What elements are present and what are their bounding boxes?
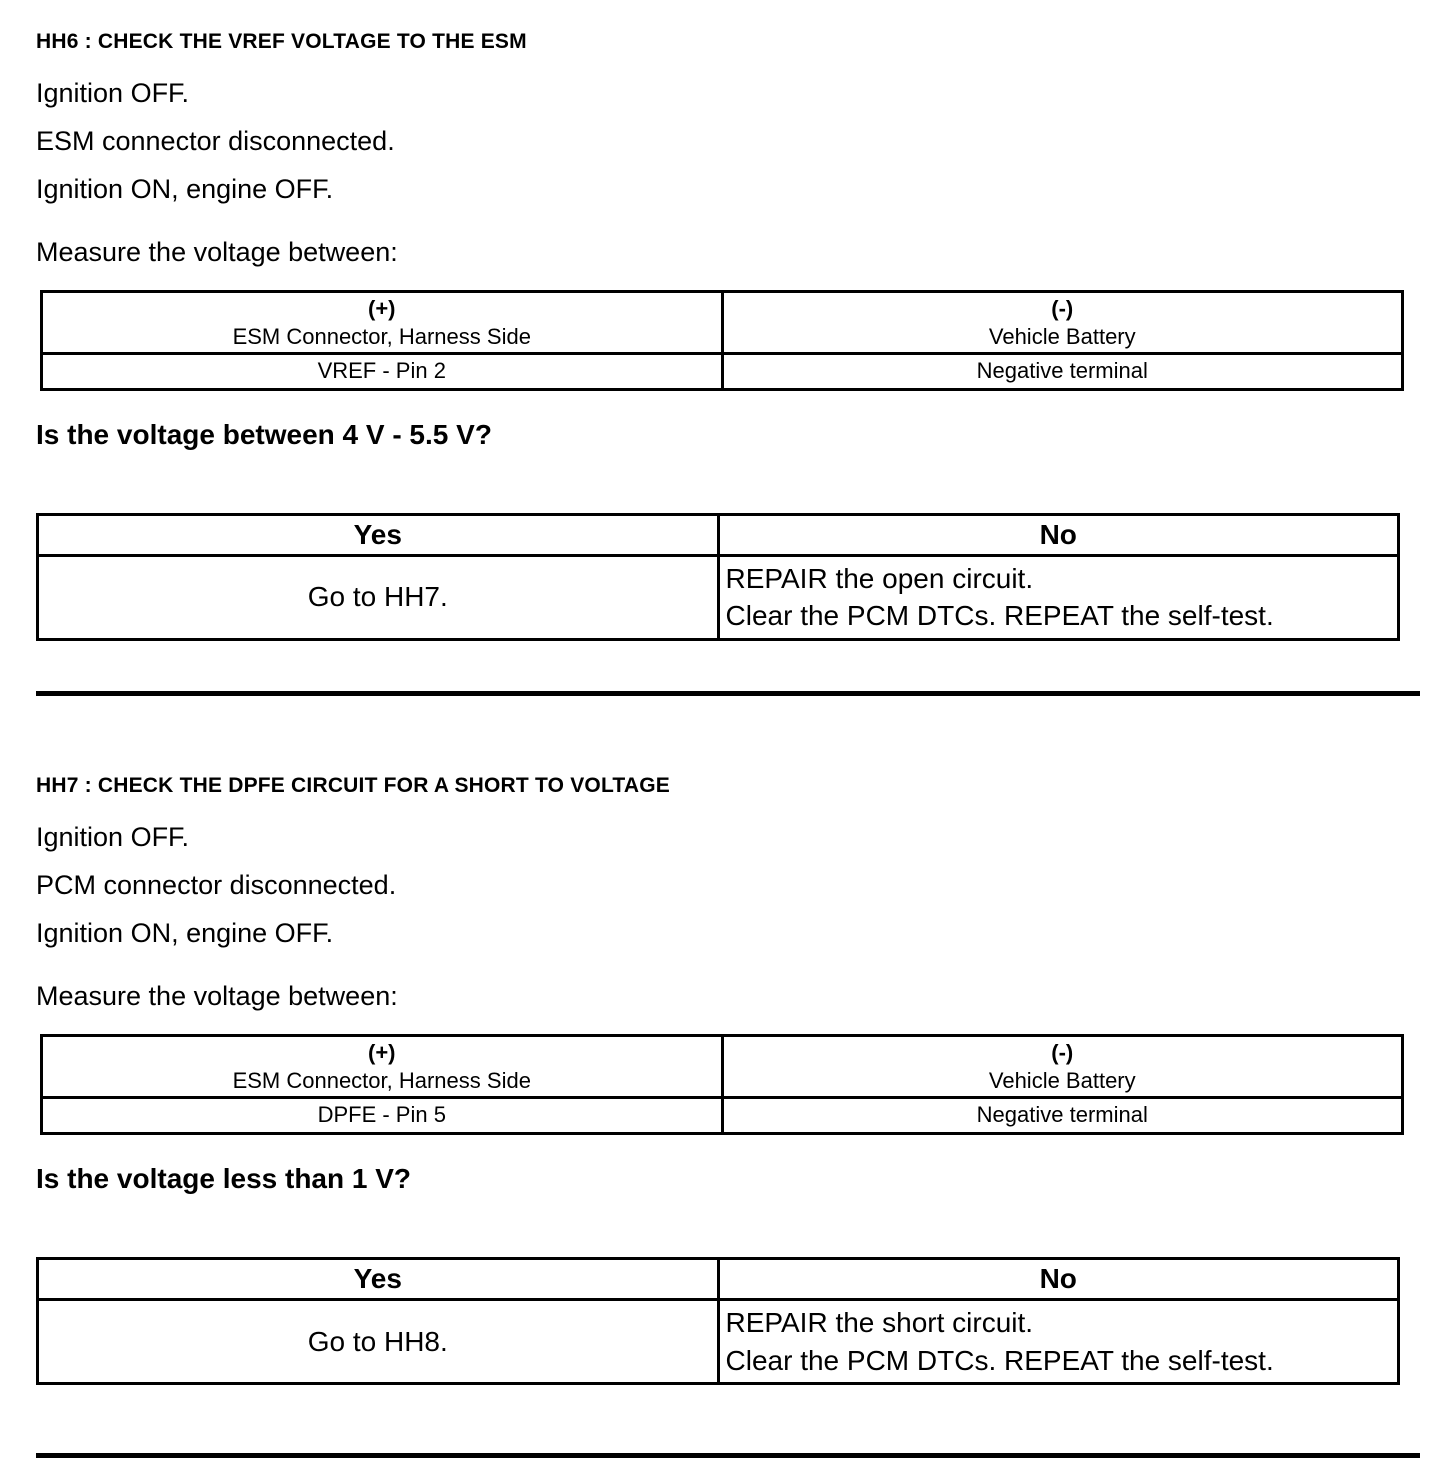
measure-instruction: Measure the voltage between: [36, 237, 398, 267]
yes-header: Yes [38, 514, 719, 555]
section-title: HH6 : CHECK THE VREF VOLTAGE TO THE ESM [36, 30, 527, 53]
measure-instruction: Measure the voltage between: [36, 981, 398, 1012]
negative-value-cell [722, 354, 1403, 390]
negative-header-cell [722, 1036, 1403, 1098]
negative-value: Negative terminal [976, 1102, 1148, 1128]
procedure-step: Ignition ON, engine OFF. [36, 174, 334, 204]
no-action-cell [718, 555, 1399, 640]
negative-value: Negative terminal [976, 358, 1148, 383]
positive-label: ESM Connector, Harness Side [232, 1067, 531, 1093]
positive-value: DPFE - Pin 5 [317, 1102, 446, 1128]
result-table [36, 1257, 1400, 1386]
yes-action-cell: Go to HH8. [38, 1299, 719, 1384]
positive-symbol: (+) [368, 1040, 396, 1066]
no-header: No [718, 514, 1399, 555]
procedure-step: Ignition ON, engine OFF. [36, 918, 334, 949]
negative-header-cell [722, 292, 1403, 354]
test-question: Is the voltage less than 1 V? [36, 1162, 412, 1194]
no-action-line: REPAIR the open circuit. [725, 562, 1034, 594]
positive-header-cell [42, 1036, 723, 1098]
procedure-step: Ignition OFF. [36, 78, 190, 108]
result-action-row [38, 555, 1399, 640]
test-question: Is the voltage between 4 V - 5.5 V? [36, 418, 492, 450]
yes-action-cell: Go to HH7. [38, 555, 719, 640]
negative-value-cell [722, 1098, 1403, 1134]
measurement-header-row [42, 292, 1403, 354]
result-header-row [38, 514, 1399, 555]
negative-symbol: (-) [1051, 1040, 1074, 1066]
result-table [36, 513, 1400, 642]
result-header-row [38, 1258, 1399, 1299]
negative-label: Vehicle Battery [988, 1067, 1136, 1093]
positive-value-cell [42, 1098, 723, 1134]
procedure-step: ESM connector disconnected. [36, 126, 395, 156]
section-title: HH7 : CHECK THE DPFE CIRCUIT FOR A SHORT TO VOLTAGE [36, 774, 670, 798]
procedure-step: PCM connector disconnected. [36, 870, 397, 901]
procedure-step: Ignition OFF. [36, 822, 190, 853]
measurement-value-row [42, 354, 1403, 390]
measurement-table [40, 1034, 1404, 1135]
no-header: No [718, 1258, 1399, 1299]
no-action-line: Clear the PCM DTCs. REPEAT the self-test. [725, 1344, 1274, 1376]
no-action-line: REPAIR the short circuit. [725, 1306, 1034, 1338]
section-hh7 [36, 774, 1420, 1385]
section-hh6 [36, 30, 1420, 641]
negative-symbol: (-) [1051, 296, 1074, 321]
positive-value-cell [42, 354, 723, 390]
measurement-value-row [42, 1098, 1403, 1134]
page-bottom-rule [36, 1453, 1420, 1458]
negative-label: Vehicle Battery [988, 323, 1136, 349]
no-action-cell [718, 1299, 1399, 1384]
result-action-row [38, 1299, 1399, 1384]
positive-value: VREF - Pin 2 [317, 358, 446, 383]
positive-header-cell [42, 292, 723, 354]
positive-symbol: (+) [368, 296, 396, 321]
no-action-line: Clear the PCM DTCs. REPEAT the self-test. [725, 600, 1274, 632]
section-gap [36, 696, 1420, 762]
measurement-table [40, 290, 1404, 391]
positive-label: ESM Connector, Harness Side [232, 323, 531, 349]
measurement-header-row [42, 1036, 1403, 1098]
yes-header: Yes [38, 1258, 719, 1299]
